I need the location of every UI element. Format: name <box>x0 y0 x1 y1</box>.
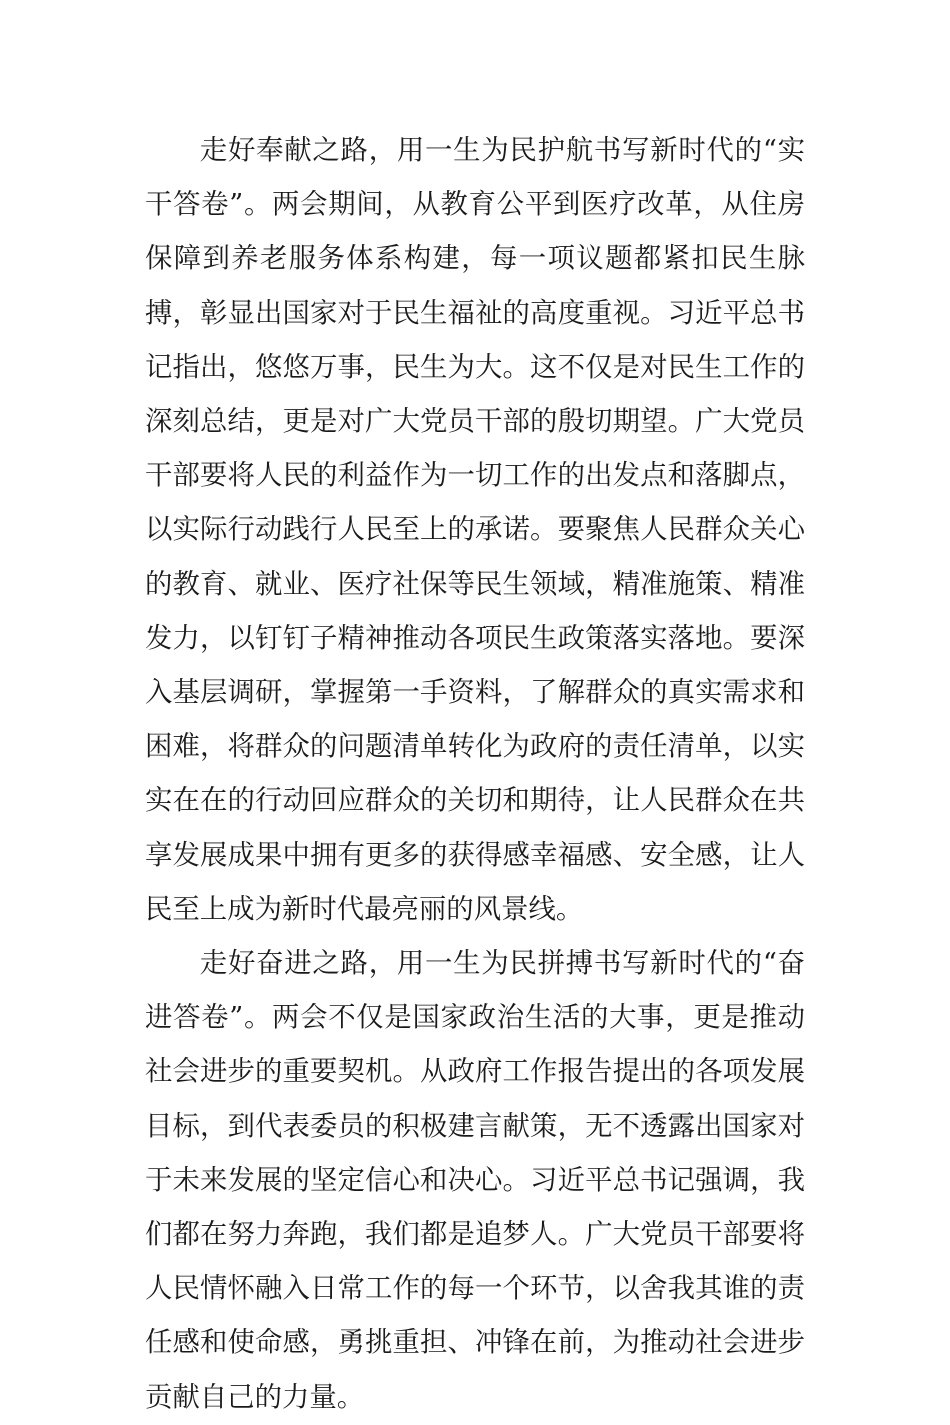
paragraph-dedication: 走好奉献之路，用一生为民护航书写新时代的“实干答卷”。两会期间，从教育公平到医疗改革，从住房保障到养老服务体系构建，每一项议题都紧扣民生脉搏，彰显出国家对于民生福祉的高度重视。习近平总书记指出，悠悠万事，民生为大。这不仅是对民生工作的深刻总结，更是对广大党员干部的殷切期望。广大党员干部要将人民的利益作为一切工作的出发点和落脚点，以实际行动践行人民至上的承诺。要聚焦人民群众关心的教育、就业、医疗社保等民生领域，精准施策、精准发力，以钉钉子精神推动各项民生政策落实落地。要深入基层调研，掌握第一手资料，了解群众的真实需求和困难，将群众的问题清单转化为政府的责任清单，以实实在在的行动回应群众的关切和期待，让人民群众在共享发展成果中拥有更多的获得感幸福感、安全感，让人民至上成为新时代最亮丽的风景线。 <box>145 135 805 925</box>
document-body <box>145 124 805 1425</box>
paragraph-striving: 走好奋进之路，用一生为民拼搏书写新时代的“奋进答卷”。两会不仅是国家政治生活的大事，更是推动社会进步的重要契机。从政府工作报告提出的各项发展目标，到代表委员的积极建言献策，无不透露出国家对于未来发展的坚定信心和决心。习近平总书记强调，我们都在努力奔跑，我们都是追梦人。广大党员干部要将人民情怀融入日常工作的每一个环节，以舍我其谁的责任感和使命感，勇挑重担、冲锋在前，为推动社会进步贡献自己的力量。 <box>145 948 805 1413</box>
